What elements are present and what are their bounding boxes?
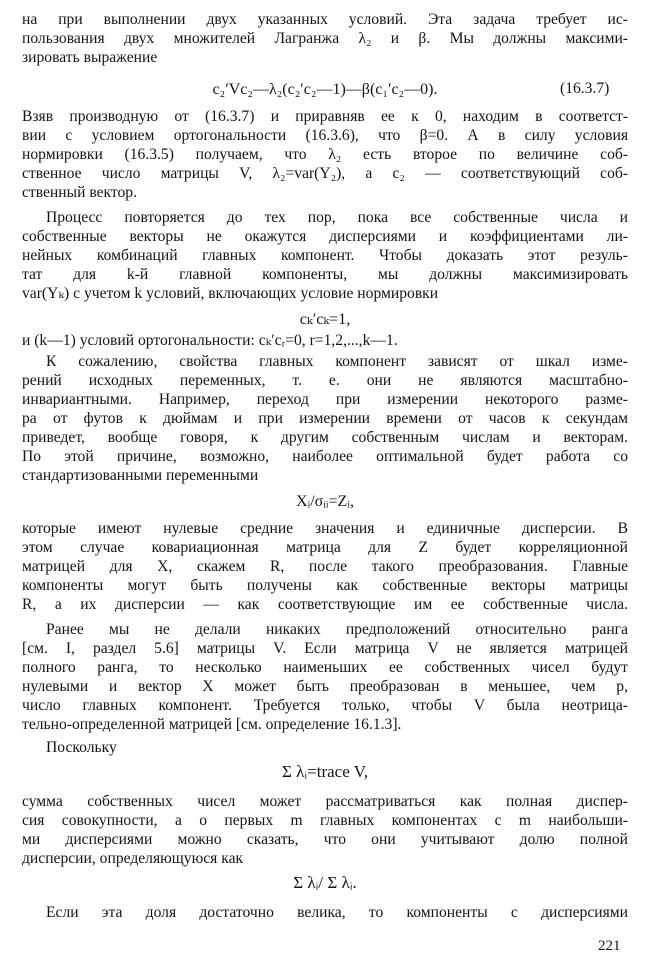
text-line: тельно-определенной матрицей [см. определение 16.1.3].: [22, 716, 402, 733]
text-line: нейных комбинаций главных компонент. Чтобы доказать этот резуль-: [22, 247, 628, 264]
text-line: на при выполнении двух указанных условий. Эта задача требует ис-: [22, 11, 628, 28]
text-line: тат для k-й главной компоненты, мы должны максимизировать: [22, 266, 628, 283]
text-line: пользования двух множителей Лагранжа λ₂ и β. Мы должны максими-: [22, 30, 628, 47]
text-line: стандартизованными переменными: [22, 467, 259, 484]
text-line: К сожалению, свойства главных компонент зависят от шкал изме-: [46, 353, 628, 370]
text-line: var(Yₖ) с учетом k условий, включающих условие нормировки: [22, 285, 439, 302]
text-line: По этой причине, возможно, наиболее оптимальной будет работа со: [22, 448, 628, 465]
text-line: Если эта доля достаточно велика, то компоненты с дисперсиями: [46, 904, 628, 921]
text-line: инвариантными. Например, переход при измерении некоторого разме-: [22, 391, 628, 408]
text-line: Σ λᵢ=trace V,: [281, 762, 369, 781]
equation-number: (16.3.7): [560, 80, 610, 97]
text-line: R, а их дисперсии — как соответствующие им ее собственные числа.: [22, 596, 628, 613]
text-line: собственные векторы не окажутся дисперсиями и коэффициентами ли-: [22, 228, 628, 245]
text-line: [см. I, раздел 5.6] матрицы V. Если матрица V не является матрицей: [22, 640, 628, 657]
text-line: сумма собственных чисел может рассматриваться как полная диспер-: [22, 793, 628, 810]
text-line: cₖ′cₖ=1,: [299, 311, 351, 328]
text-line: приведет, вообще говоря, к другим собственным числам и векторам.: [22, 429, 628, 446]
text-line: Σ λᵢ/ Σ λᵢ.: [293, 873, 357, 892]
text-line: ственный вектор.: [22, 184, 138, 201]
text-line: дисперсии, определяющуюся как: [22, 850, 244, 867]
page-number: 221: [598, 938, 621, 954]
text-line: сия совокупности, а о первых m главных компонентах с m наибольши-: [22, 812, 628, 829]
text-line: матрицей для X, скажем R, после такого преобразования. Главные: [22, 558, 628, 575]
text-line: и (k—1) условий ортогональности: cₖ′cᵣ=0, r=1,2,...,k—1.: [22, 332, 398, 349]
text-line: нормировки (16.3.5) получаем, что λ₂ есть второе по величине соб-: [22, 146, 628, 163]
text-line: ра от футов к дюймам и при измерении времени от часов к секундам: [22, 410, 628, 427]
text-line: вии с условием ортогональности (16.3.6), что β=0. А в силу условия: [22, 127, 628, 144]
text-line: Взяв производную от (16.3.7) и приравняв ее к 0, находим в соответст-: [22, 108, 628, 125]
text-line: этом случае ковариационная матрица для Z будет корреляционной: [22, 539, 628, 556]
text-line: Процесс повторяется до тех пор, пока все собственные числа и: [46, 209, 628, 226]
text-line: Поскольку: [46, 739, 117, 756]
text-line: нулевыми и вектор X может быть преобразован в меньшее, чем p,: [22, 678, 628, 695]
text-line: ственное число матрицы V, λ₂=var(Y₂), а c₂ — соответствующий соб-: [22, 165, 628, 182]
text-line: компоненты могут быть получены как собственные векторы матрицы: [22, 577, 628, 594]
text-line: рений исходных переменных, т. е. они не являются масштабно-: [22, 372, 628, 389]
text-line: полного ранга, то несколько наименьших ее собственных чисел будут: [22, 659, 628, 676]
text-line: зировать выражение: [22, 49, 158, 66]
text-line: c₂′Vc₂—λ₂(c₂′c₂—1)—β(c₁′c₂—0).: [212, 81, 438, 98]
text-line: которые имеют нулевые средние значения и единичные дисперсии. В: [22, 520, 628, 537]
text-line: ми дисперсиями можно сказать, что они учитывают долю полной: [22, 831, 628, 848]
text-line: число главных компонент. Требуется только, чтобы V была неотрица-: [22, 697, 628, 714]
text-line: Xᵢ/σᵢᵢ=Zᵢ,: [296, 493, 354, 510]
text-line: Ранее мы не делали никаких предположений относительно ранга: [46, 621, 628, 638]
